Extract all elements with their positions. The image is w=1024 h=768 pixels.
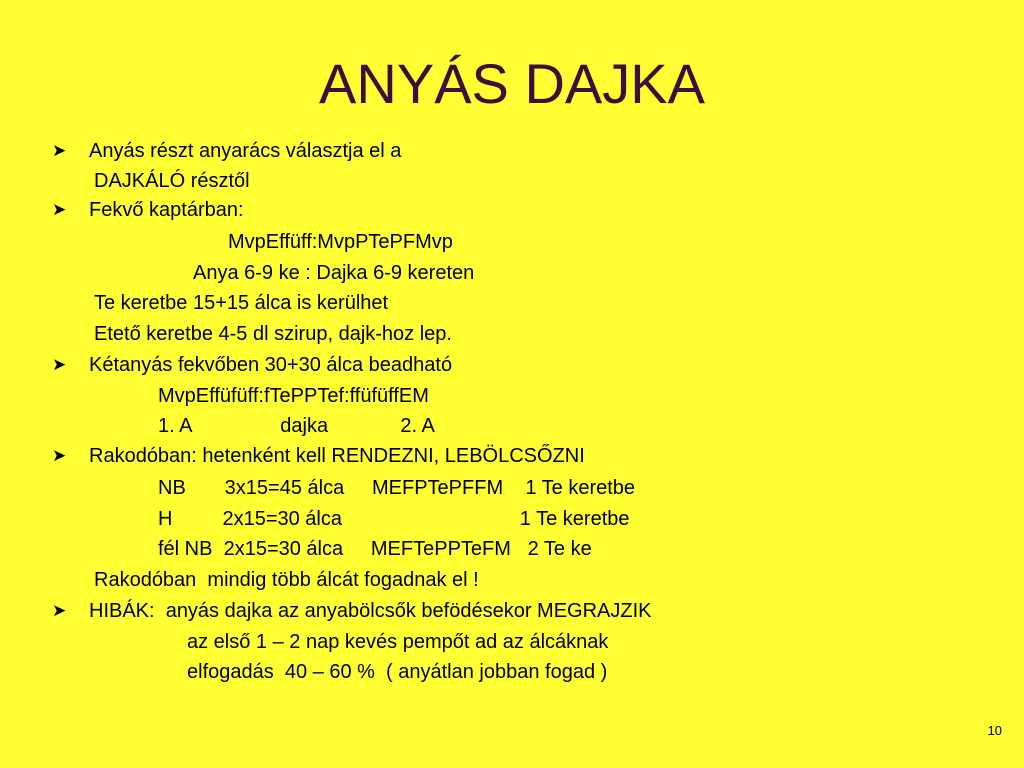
sub-text: Te keretbe 15+15 álca is kerülhet	[94, 292, 389, 314]
bullet-text: Fekvő kaptárban:	[89, 199, 244, 221]
bullet-text: HIBÁK: anyás dajka az anyabölcsők befödésekor MEGRAJZIK	[89, 600, 652, 622]
bullet-arrow-icon: ➤	[52, 355, 67, 374]
sub-text: elfogadás 40 – 60 % ( anyátlan jobban fogad )	[187, 661, 608, 683]
sub-text: fél NB 2x15=30 álca MEFTePPTeFM 2 Te ke	[158, 538, 592, 560]
sub-text: H 2x15=30 álca 1 Te keretbe	[158, 508, 630, 530]
sub-text: Etető keretbe 4-5 dl szirup, dajk-hoz lep.	[94, 323, 452, 345]
bullet-arrow-icon: ➤	[52, 446, 67, 465]
slide-title: ANYÁS DAJKA	[319, 52, 705, 115]
bullet-text: Anyás részt anyarács választja el a	[89, 140, 402, 162]
bullet-arrow-icon: ➤	[52, 141, 67, 160]
bullet-arrow-icon: ➤	[52, 601, 67, 620]
bullet-text: Rakodóban: hetenként kell RENDEZNI, LEBÖLCSŐZNI	[89, 445, 585, 467]
sub-text: NB 3x15=45 álca MEFPTePFFM 1 Te keretbe	[158, 477, 636, 499]
formula-text: MvpEffüff:MvpPTePFMvp	[228, 231, 453, 253]
sub-text: az első 1 – 2 nap kevés pempőt ad az álcáknak	[187, 631, 609, 653]
continuation-text: DAJKÁLÓ résztől	[94, 170, 250, 192]
page-number: 10	[987, 723, 1002, 738]
bullet-arrow-icon: ➤	[52, 200, 67, 219]
sub-text: Rakodóban mindig több álcát fogadnak el !	[94, 569, 479, 591]
sub-text: Anya 6-9 ke : Dajka 6-9 kereten	[193, 262, 475, 284]
formula-text: MvpEffüfüff:fTePPTef:ffüfüffEM	[158, 385, 429, 407]
sub-text: 1. A dajka 2. A	[158, 415, 435, 437]
bullet-text: Kétanyás fekvőben 30+30 álca beadható	[89, 354, 453, 376]
